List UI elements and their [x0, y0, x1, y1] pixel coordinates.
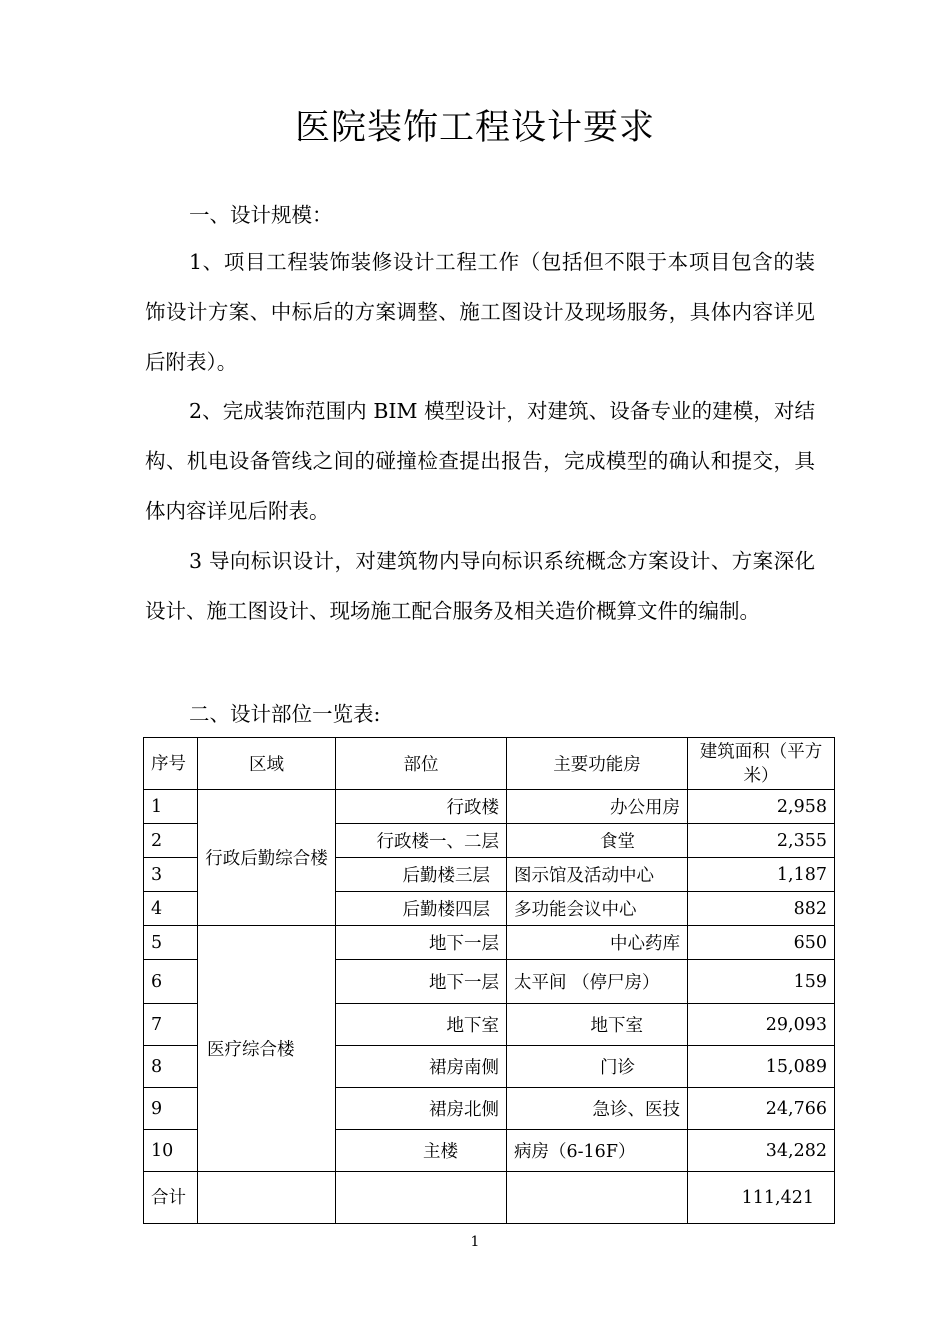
cell-function: 图示馆及活动中心: [507, 858, 688, 892]
cell-seq: 8: [144, 1046, 198, 1088]
cell-part: 后勤楼四层: [336, 892, 507, 926]
cell-empty: [507, 1172, 688, 1224]
cell-part: 裙房南侧: [336, 1046, 507, 1088]
cell-function: 食堂: [507, 824, 688, 858]
cell-function: 急诊、医技: [507, 1088, 688, 1130]
cell-size: 15,089: [688, 1046, 835, 1088]
section2-heading: 二、设计部位一览表:: [189, 702, 381, 726]
cell-part: 行政楼: [336, 790, 507, 824]
cell-function: 办公用房: [507, 790, 688, 824]
cell-function: 太平间 （停尸房）: [507, 960, 688, 1004]
cell-size: 2,355: [688, 824, 835, 858]
cell-seq: 4: [144, 892, 198, 926]
cell-size: 159: [688, 960, 835, 1004]
cell-part: 地下室: [336, 1004, 507, 1046]
header-function: 主要功能房: [507, 738, 688, 790]
table-row: [144, 926, 835, 960]
header-area: 区域: [198, 738, 336, 790]
cell-function: 病房（6-16F）: [507, 1130, 688, 1172]
cell-part: 行政楼一、二层: [336, 824, 507, 858]
table-total-row: [144, 1172, 835, 1224]
table-row: [144, 790, 835, 824]
page-number: 1: [470, 1234, 480, 1250]
cell-seq: 10: [144, 1130, 198, 1172]
item1-paragraph: 1、项目工程装饰装修设计工程工作（包括但不限于本项目包含的装饰设计方案、中标后的方案调整、施工图设计及现场服务，具体内容详见后附表）。: [145, 250, 815, 374]
section1-heading: 一、设计规模：: [189, 203, 333, 227]
cell-seq: 6: [144, 960, 198, 1004]
cell-seq: 2: [144, 824, 198, 858]
cell-part: 后勤楼三层: [336, 858, 507, 892]
design-parts-table: [143, 737, 835, 1224]
cell-function: 中心药库: [507, 926, 688, 960]
cell-seq: 9: [144, 1088, 198, 1130]
cell-part: 地下一层: [336, 960, 507, 1004]
cell-size: 2,958: [688, 790, 835, 824]
cell-area-group1: 行政后勤综合楼: [198, 790, 336, 926]
item3-paragraph: 3 导向标识设计，对建筑物内导向标识系统概念方案设计、方案深化设计、施工图设计、现场施工配合服务及相关造价概算文件的编制。: [145, 549, 815, 623]
item2-paragraph: 2、完成装饰范围内 BIM 模型设计，对建筑、设备专业的建模，对结构、机电设备管线之间的碰撞检查提出报告，完成模型的确认和提交，具体内容详见后附表。: [145, 399, 815, 523]
cell-area-group2: 医疗综合楼: [198, 926, 336, 1172]
cell-part: 地下一层: [336, 926, 507, 960]
cell-seq: 1: [144, 790, 198, 824]
document-title: 医院装饰工程设计要求: [294, 108, 655, 148]
cell-part: 主楼: [336, 1130, 507, 1172]
header-part: 部位: [336, 738, 507, 790]
cell-size: 34,282: [688, 1130, 835, 1172]
cell-size: 650: [688, 926, 835, 960]
cell-seq: 5: [144, 926, 198, 960]
table-header-row: [144, 738, 835, 790]
cell-total-label: 合计: [144, 1172, 198, 1224]
cell-function: 地下室: [507, 1004, 688, 1046]
header-seq: 序号: [144, 738, 198, 790]
cell-function: 多功能会议中心: [507, 892, 688, 926]
cell-function: 门诊: [507, 1046, 688, 1088]
cell-empty: [336, 1172, 507, 1224]
cell-size: 29,093: [688, 1004, 835, 1046]
cell-empty: [198, 1172, 336, 1224]
cell-seq: 3: [144, 858, 198, 892]
cell-size: 882: [688, 892, 835, 926]
cell-size: 1,187: [688, 858, 835, 892]
cell-seq: 7: [144, 1004, 198, 1046]
cell-size: 24,766: [688, 1088, 835, 1130]
cell-part: 裙房北侧: [336, 1088, 507, 1130]
cell-total-value: 111,421: [688, 1172, 835, 1224]
header-size: 建筑面积（平方米）: [688, 738, 835, 790]
